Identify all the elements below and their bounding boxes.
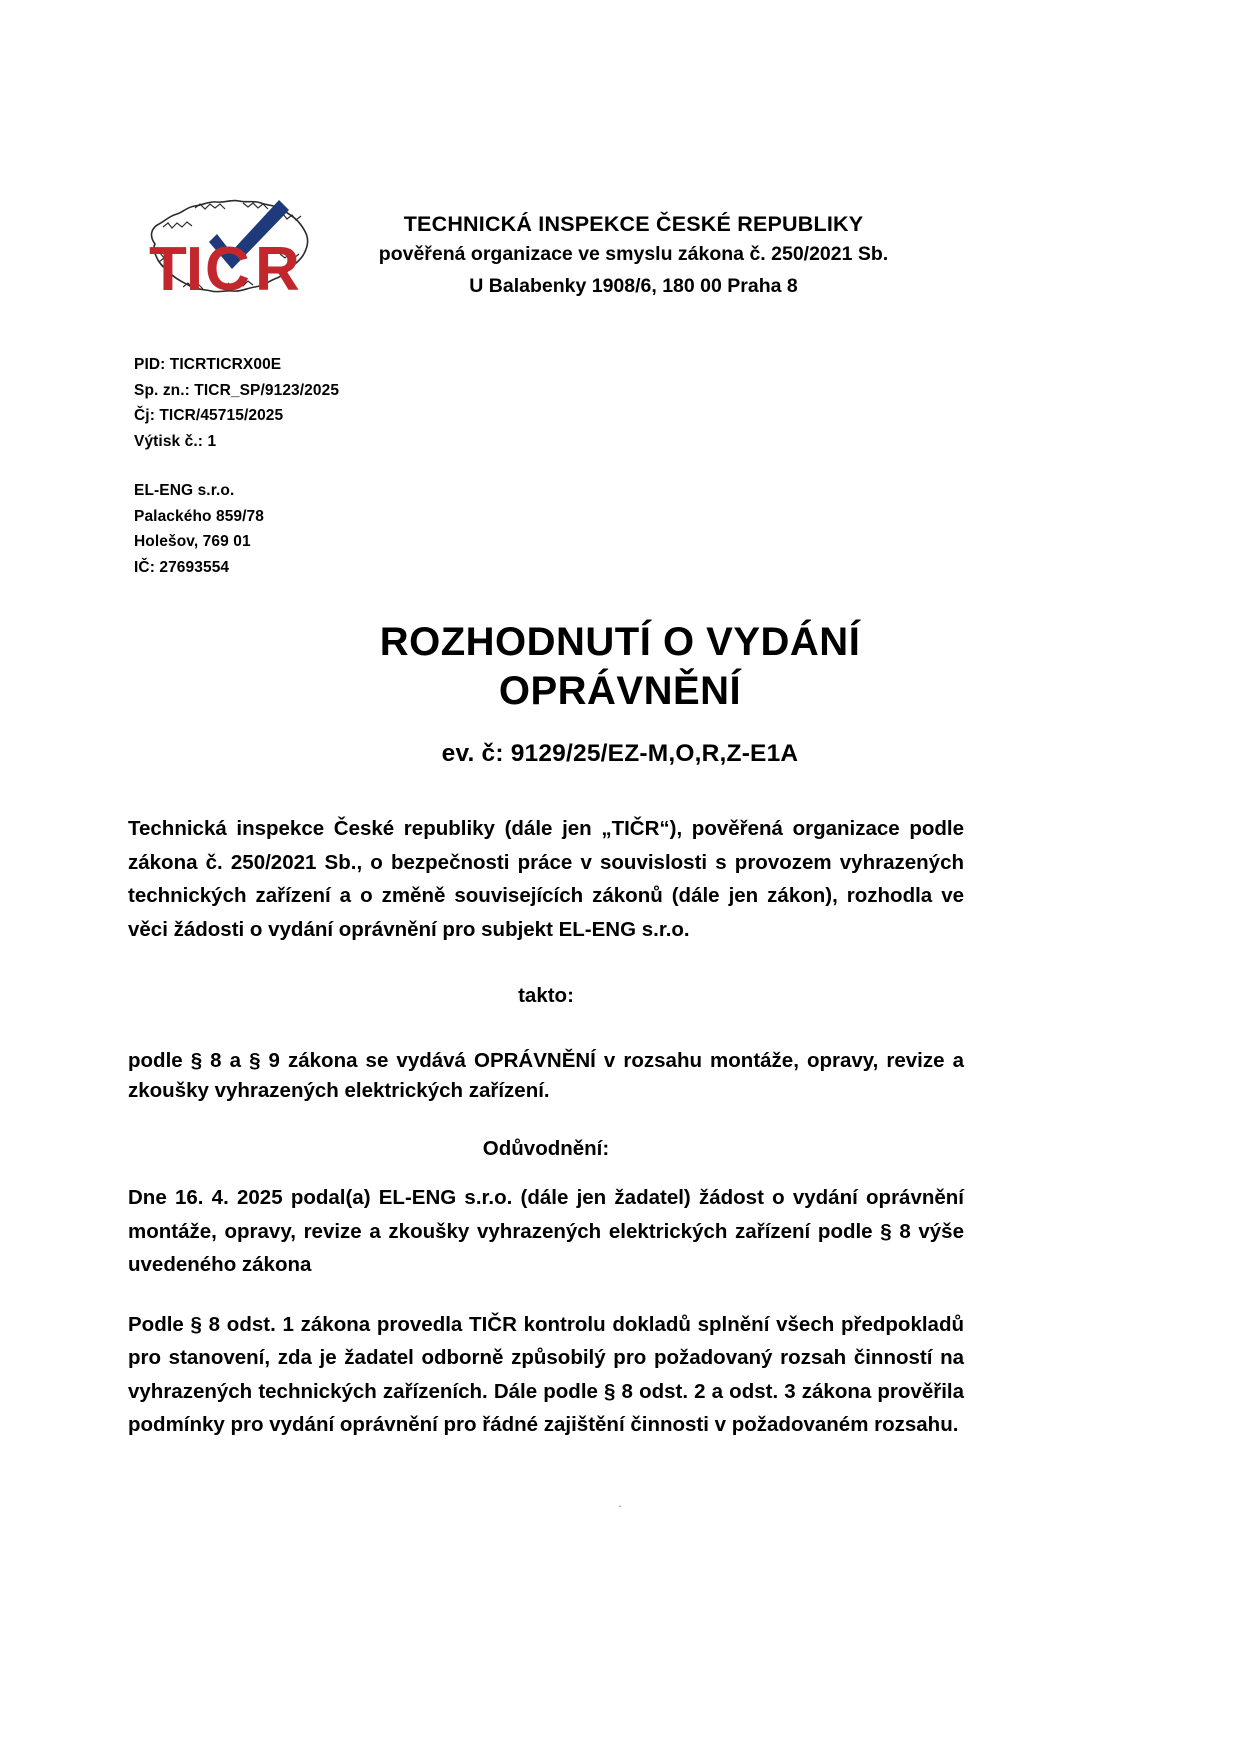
recipient-company: EL-ENG s.r.o.: [134, 482, 235, 499]
organization-address: U Balabenky 1908/6, 180 00 Praha 8: [469, 275, 798, 298]
page-title-line1: ROZHODNUTÍ O VYDÁNÍ: [379, 620, 861, 664]
organization-subtitle: pověřená organizace ve smyslu zákona č. 250/2021 Sb.: [378, 243, 889, 266]
letterhead-text: [323, 172, 1240, 303]
evidence-number: ev. č: 9129/25/EZ-M,O,R,Z-E1A: [441, 740, 799, 767]
takto-heading: takto:: [518, 984, 574, 1007]
document-body: [128, 812, 964, 1442]
recipient-ico: IČ: 27693554: [134, 558, 230, 576]
recipient-city: Holešov, 769 01: [134, 533, 251, 550]
svg-text:C: C: [205, 235, 249, 304]
reasoning-paragraph-2: Podle § 8 odst. 1 zákona provedla TIČR kontrolu dokladů splnění všech předpokladů pro stanovení, zda je žadatel odborně způsobilý pro požadovaný rozsah činností na vyhrazených technických zařízeních. Dále podle § 8 odst. 2 a odst. 3 zákona prověřila podmínky pro vydání oprávnění pro řádné zajištění činnosti v požadovaném rozsahu.: [128, 1312, 964, 1436]
recipient-address-block: [134, 478, 264, 580]
recipient-street: Palackého 859/78: [134, 507, 264, 525]
intro-paragraph: Technická inspekce České republiky (dále jen „TIČR“), pověřená organizace podle zákona č. 250/2021 Sb., o bezpečnosti práce v souvislosti s provozem vyhrazených technických zařízení a o změně souvisejících zákonů (dále jen zákon), rozhodla ve věci žádosti o vydání oprávnění pro subjekt EL-ENG s.r.o.: [128, 817, 964, 941]
svg-text:TI: TI: [149, 235, 203, 304]
reference-pid: PID: TICRTICRX00E: [134, 356, 282, 373]
ticr-logo: [133, 172, 323, 304]
page-title: [0, 618, 1240, 716]
ticr-logo-icon: [133, 172, 323, 304]
reference-sp-zn: Sp. zn.: TICR_SP/9123/2025: [134, 381, 340, 399]
reference-block: [134, 352, 339, 454]
letterhead: [0, 172, 1240, 304]
ruling-paragraph: podle § 8 a § 9 zákona se vydává OPRÁVNĚNÍ v rozsahu montáže, opravy, revize a zkoušky vyhrazených elektrických zařízení.: [128, 1048, 964, 1102]
reference-cj: Čj: TICR/45715/2025: [134, 407, 284, 424]
reasoning-paragraph-1: Dne 16. 4. 2025 podal(a) EL-ENG s.r.o. (dále jen žadatel) žádost o vydání oprávnění montáže, opravy, revize a zkoušky vyhrazených elektrických zařízení podle § 8 výše uvedeného zákona: [128, 1186, 964, 1276]
reasoning-heading: Odůvodnění:: [482, 1136, 610, 1160]
reference-vytisk: Výtisk č.: 1: [134, 432, 217, 450]
footer-mark: ·: [617, 1498, 623, 1513]
page-title-line2: OPRÁVNĚNÍ: [498, 669, 742, 713]
organization-name: TECHNICKÁ INSPEKCE ČESKÉ REPUBLIKY: [403, 212, 864, 236]
svg-text:R: R: [255, 235, 299, 304]
